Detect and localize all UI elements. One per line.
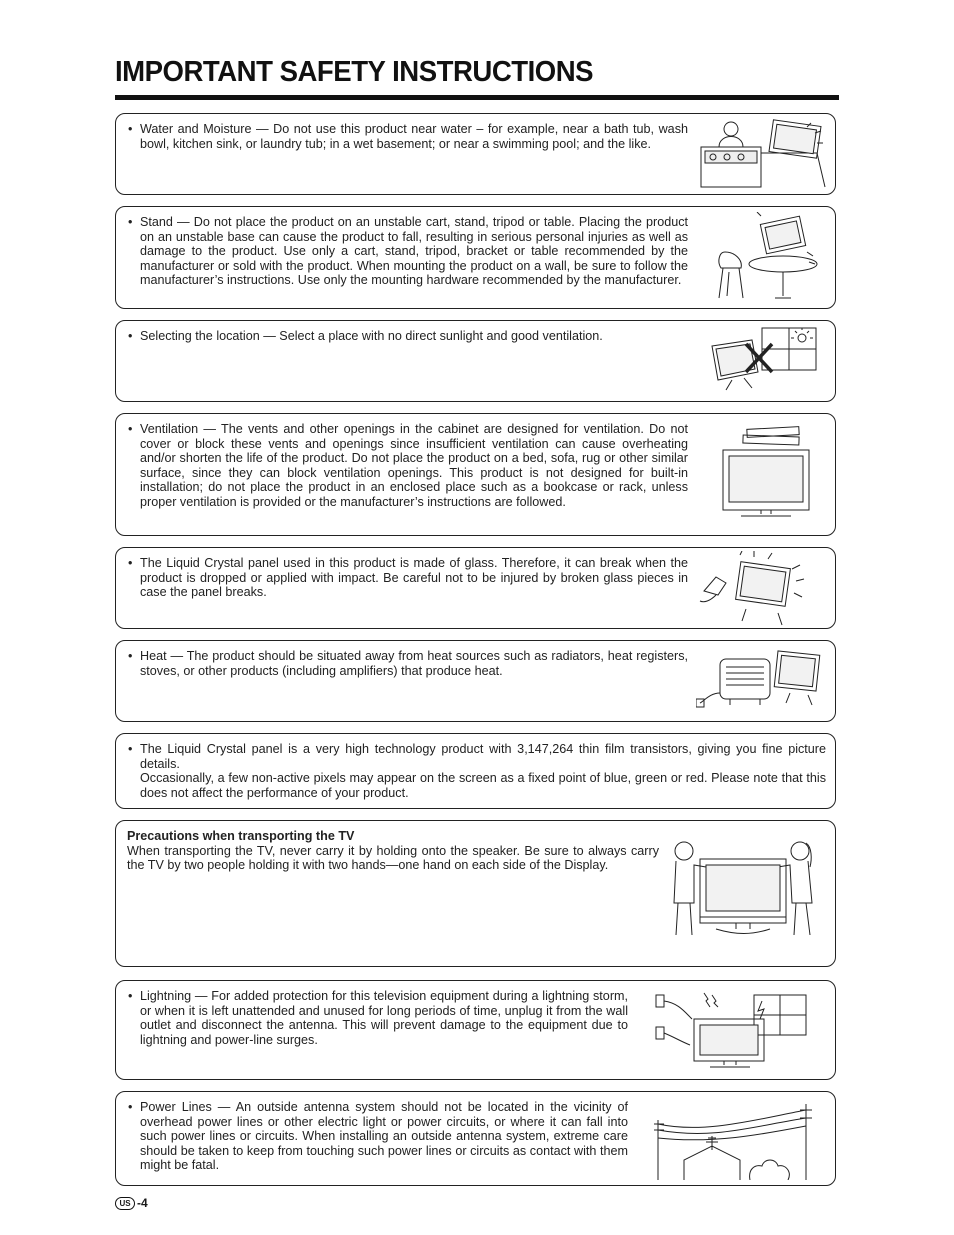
safety-text: Power Lines — An outside antenna system should not be located in the vicinity of overhead power lines or other electric light or power circuits, or where it can fall into such power lines or circuits. When installing an outside antenna system, extreme care should be taken to keep from touching such power lines or circuits as contact with them might be fatal.: [140, 1100, 628, 1173]
safety-item-stand: [115, 206, 836, 309]
title-rule: [115, 95, 839, 100]
bullet: •: [128, 1100, 133, 1114]
bullet: •: [128, 329, 133, 343]
bullet: •: [128, 215, 133, 229]
safety-text: Heat — The product should be situated away from heat sources such as radiators, heat registers, stoves, or other products (including amplifiers) that produce heat.: [140, 649, 688, 678]
bullet: •: [128, 422, 133, 436]
two-people-carrying-tv-illustration: [666, 837, 822, 941]
region-badge: US: [115, 1197, 135, 1210]
bullet: •: [128, 122, 133, 136]
safety-text: Lightning — For added protection for this television equipment during a lightning storm, or when it is left unattended and unused for long periods of time, unplug it from the wall outlet and disconnect the antenna. This will prevent damage to the equipment due to lightning and power-line surges.: [140, 989, 628, 1047]
safety-item-lightning: [115, 980, 836, 1080]
unstable-stand-illustration: [711, 212, 821, 304]
page-number: -4: [137, 1196, 148, 1210]
safety-item-glass: [115, 547, 836, 629]
ventilation-illustration: [721, 426, 821, 521]
heater-illustration: [696, 647, 822, 717]
safety-text: The Liquid Crystal panel used in this product is made of glass. Therefore, it can break when the product is dropped or applied with impact. Be careful not to be injured by broken glass pieces in case the panel breaks.: [140, 556, 688, 600]
safety-item-heat: [115, 640, 836, 722]
safety-item-power-lines: [115, 1091, 836, 1186]
safety-text: Ventilation — The vents and other openings in the cabinet are designed for ventilation. Do not cover or block these vents and openings since insufficient ventilation can cause overheating and/or shorten the life of the product. Do not place the product on a bed, sofa, rug or other similar surface, since they can block ventilation openings. This product is not designed for built-in installation; do not place the product in an enclosed place such as a bookcase or rack, unless proper ventilation is provided or the manufacturer’s instructions are followed.: [140, 422, 688, 509]
page-title: IMPORTANT SAFETY INSTRUCTIONS: [115, 56, 594, 88]
safety-text: Selecting the location — Select a place with no direct sunlight and good ventilation.: [140, 329, 603, 343]
safety-item-water: [115, 113, 836, 195]
safety-text: The Liquid Crystal panel is a very high technology product with 3,147,264 thin film transistors, giving you fine picture details.: [140, 742, 826, 771]
page-footer: [115, 1196, 148, 1210]
safety-text: Stand — Do not place the product on an unstable cart, stand, tripod or table. Placing the product on an unstable base can cause the product to fall, resulting in serious personal injuries as well as damage to the product. Use only a cart, stand, tripod, bracket or table recommended by the manufacturer or sold with the product. When mounting the product on a wall, be sure to follow the manufacturer’s instructions. Use only the mounting hardware recommended by the manufacturer.: [140, 215, 688, 288]
precautions-transport: [115, 820, 836, 967]
safety-item-pixels: [115, 733, 836, 809]
bullet: •: [128, 989, 133, 1003]
sunlight-location-illustration: [710, 326, 820, 398]
safety-item-ventilation: [115, 413, 836, 536]
bullet: •: [128, 742, 133, 756]
bullet: •: [128, 556, 133, 570]
lightning-unplug-illustration: [654, 989, 810, 1073]
safety-item-location: [115, 320, 836, 402]
precautions-heading: Precautions when transporting the TV: [127, 829, 355, 843]
bullet: •: [128, 649, 133, 663]
precautions-text: When transporting the TV, never carry it by holding onto the speaker. Be sure to always carry the TV by two people holding it with two hands—one hand on each side of the Display.: [127, 843, 659, 873]
glass-panel-impact-illustration: [696, 551, 818, 627]
power-lines-antenna-illustration: [654, 1100, 814, 1180]
safety-text: Water and Moisture — Do not use this product near water – for example, near a bath tub, wash bowl, kitchen sink, or laundry tub; in a wet basement; or near a swimming pool; and the like.: [140, 122, 688, 151]
safety-text-continued: Occasionally, a few non-active pixels may appear on the screen as a fixed point of blue, green or red. Please note that this does not affect the performance of your product.: [140, 771, 826, 800]
water-moisture-illustration: [699, 119, 827, 191]
